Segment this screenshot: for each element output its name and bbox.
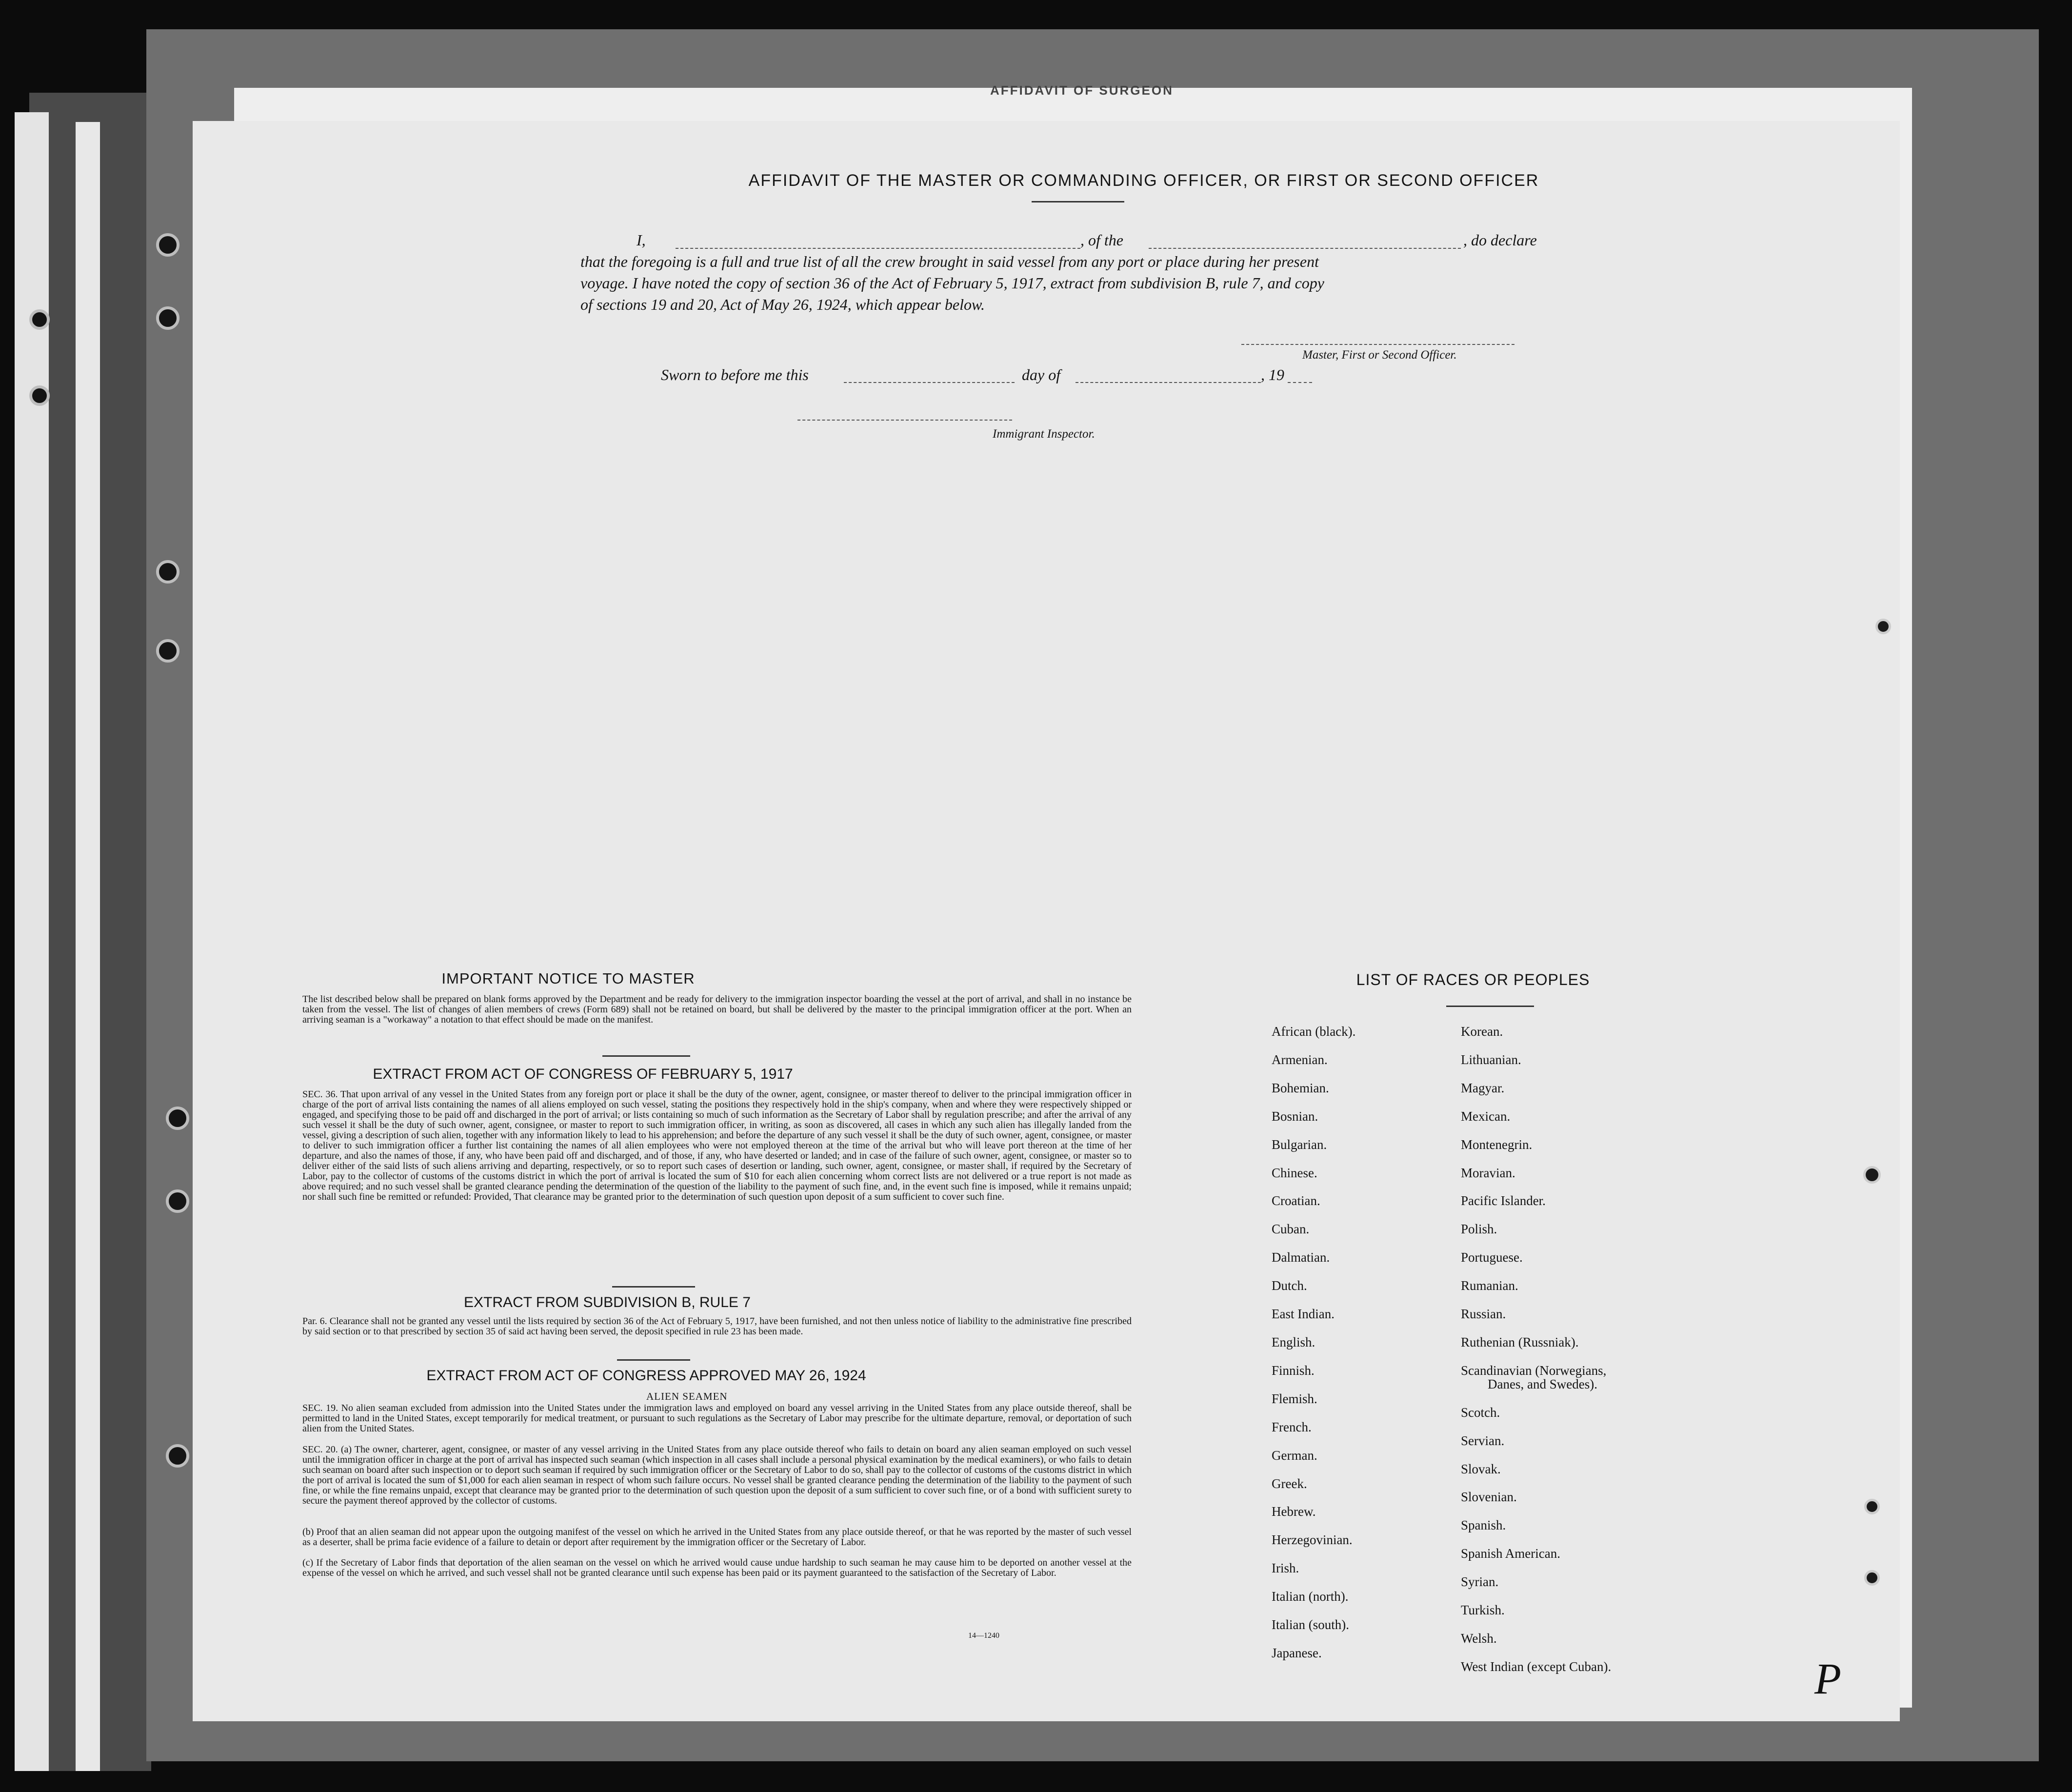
binder-hole <box>29 309 50 330</box>
binder-hole <box>166 1444 189 1468</box>
affidavit-title: AFFIDAVIT OF THE MASTER OR COMMANDING OFFICER, OR FIRST OR SECOND OFFICER <box>748 171 1539 190</box>
extract-1924-title: EXTRACT FROM ACT OF CONGRESS APPROVED MAY 26, 1924 <box>426 1368 866 1384</box>
race-item: Flemish. <box>1272 1391 1317 1406</box>
race-item: Russian. <box>1461 1307 1506 1322</box>
sworn-end: , 19 <box>1261 366 1284 383</box>
rule7-divider <box>617 1359 690 1361</box>
races-left-column <box>1272 1018 1355 1668</box>
race-item: Portuguese. <box>1461 1250 1523 1265</box>
sworn-start: Sworn to before me this <box>661 366 809 383</box>
edge-mark <box>1864 1499 1880 1514</box>
sworn-month-blank[interactable] <box>1076 382 1261 383</box>
race-item: Dutch. <box>1272 1278 1307 1293</box>
form-number: 14—1240 <box>968 1631 999 1640</box>
race-item: Bulgarian. <box>1272 1137 1327 1152</box>
race-item: Chinese. <box>1272 1165 1317 1180</box>
race-item: Hebrew. <box>1272 1504 1316 1519</box>
affidavit-line4: of sections 19 and 20, Act of May 26, 1924, which appear below. <box>580 296 985 313</box>
race-item: Armenian. <box>1272 1052 1328 1067</box>
race-item: Pacific Islander. <box>1461 1193 1546 1208</box>
race-item: West Indian (except Cuban). <box>1461 1659 1612 1674</box>
extract-1917-body: SEC. 36. That upon arrival of any vessel in the United States from any foreign port or place it shall be the duty of the owner, agent, consignee, or master thereof to deliver to the principal immigration officer in charge of the port of arrival lists containing the names of all aliens employed on such vessel, stating the positions they respectively hold in the ship's company, when and where they were respectively shipped or engaged, and specifying those to be paid off and discharged in the port of arrival; or lists containing so much of such information as the Secretary of Labor shall by regulation prescribe; and after the arrival of any such vessel it shall be the duty of such owner, agent, consignee, or master to report to such immigration officer, in writing, as soon as discovered, all cases in which any such alien has illegally landed from the vessel, giving a description of such alien, together with any information likely to lead to his apprehension; and before the departure of any such vessel it shall be the duty of such owner, agent, consignee, or master to deliver to such immigration officer a further list containing the names of all alien employees who were not employed thereon at the time of the arrival but who will leave port thereon at the time of her departure, and also the names of those, if any, who have been paid off and discharged, and of those, if any, who have deserted or landed; and in case of the failure of such owner, agent, consignee, or master so to deliver either of the said lists of such aliens arriving and departing, respectively, or so to report such cases of desertion or landing, such owner, agent, consignee, or master shall, if required by the Secretary of Labor, pay to the collector of customs of the customs district in which the port of arrival is located the sum of $10 for each alien concerning whom correct lists are not delivered or a true report is not made as above required; and no such vessel shall be granted clearance pending the determination of the question of the liability to the payment of such fine, and, in the event such fine is imposed, while it remains unpaid; nor shall such fine be remitted or refunded: Provided, That clearance may be granted prior to the determination of such question upon deposit of a sum sufficient to cover such fine. <box>302 1089 1132 1202</box>
race-item: Korean. <box>1461 1024 1503 1039</box>
race-item: Dalmatian. <box>1272 1250 1330 1265</box>
race-item: Servian. <box>1461 1433 1505 1448</box>
sworn-day-blank[interactable] <box>844 382 1015 383</box>
race-item: Cuban. <box>1272 1222 1310 1237</box>
extract-1924-sec20c: (c) If the Secretary of Labor finds that deportation of the alien seaman on the vessel on which he arrived would cause undue hardship to such seaman he may cause him to be deported on another vessel at the expense of the vessel on which he arrived, and such vessel shall not be granted clearance until such expense has been paid or its payment guaranteed to the satisfaction of the Secretary of Labor. <box>302 1557 1132 1578</box>
affidavit-line1-start: I, <box>637 231 646 249</box>
inspector-signature-line[interactable] <box>797 420 1012 421</box>
underlying-header: AFFIDAVIT OF SURGEON <box>990 83 1174 98</box>
document-page <box>193 121 1900 1721</box>
master-signature-label: Master, First or Second Officer. <box>1302 348 1457 362</box>
race-item: Danes, and Swedes). <box>1488 1376 1597 1391</box>
binder-strip <box>15 112 49 1771</box>
race-item: Finnish. <box>1272 1363 1315 1378</box>
extract-1924-sec20a: SEC. 20. (a) The owner, charterer, agent, consignee, or master of any vessel arriving in the United States from any place outside thereof who fails to detain on board any alien seaman employed on such vessel until the immigration officer in charge at the port of arrival has inspected such seaman (which inspection in all cases shall include a personal physical examination by the medical examiners), or who fails to detain such seaman on board after such inspection or to deport such seaman if required by such immigration officer or the Secretary of Labor to do so, shall pay to the collector of customs of the customs district in which the port of arrival is located the sum of $1,000 for each alien seaman in respect of whom such failure occurs. No vessel shall be granted clearance pending the determination of the liability to the payment of such fine, or while the fine remains unpaid, except that clearance may be granted prior to the determination of such question upon the deposit of a sum sufficient to cover such fine, or of a bond with sufficient surety to secure the payment thereof approved by the collector of customs. <box>302 1444 1132 1506</box>
race-item: German. <box>1272 1448 1317 1463</box>
extract-1924-sec19: SEC. 19. No alien seaman excluded from admission into the United States under the immigration laws and employed on board any vessel arriving in the United States from any place outside thereof, shall be permitted to land in the United States, except temporarily for medical treatment, or pursuant to such regulations as the Secretary of Labor may prescribe for the ultimate departure, removal, or deportation of such alien from the United States. <box>302 1403 1132 1434</box>
binder-hole <box>156 560 179 584</box>
affidavit-line3: voyage. I have noted the copy of section 36 of the Act of February 5, 1917, extract from subdivision B, rule 7, and copy <box>580 274 1324 292</box>
race-item: East Indian. <box>1272 1307 1335 1322</box>
race-item: Italian (south). <box>1272 1617 1349 1632</box>
notice-title: IMPORTANT NOTICE TO MASTER <box>441 970 695 987</box>
race-item: Ruthenian (Russniak). <box>1461 1334 1579 1349</box>
race-item: Irish. <box>1272 1561 1299 1576</box>
binder-edge <box>29 93 151 1771</box>
binder-hole <box>156 233 179 257</box>
race-item: Slovenian. <box>1461 1490 1517 1505</box>
race-item: Scandinavian (Norwegians, <box>1461 1363 1607 1378</box>
races-right-column <box>1461 1018 1611 1681</box>
race-item: French. <box>1272 1419 1312 1434</box>
binder-hole <box>156 639 179 663</box>
binder-hole <box>166 1189 189 1213</box>
binder-hole <box>29 385 50 406</box>
race-item: Syrian. <box>1461 1574 1499 1590</box>
extract-1917-title: EXTRACT FROM ACT OF CONGRESS OF FEBRUARY 5, 1917 <box>373 1066 793 1082</box>
race-item: Montenegrin. <box>1461 1137 1533 1152</box>
extract-1924-subtitle: ALIEN SEAMEN <box>646 1390 728 1402</box>
inspector-label: Immigrant Inspector. <box>993 427 1095 441</box>
race-item: Rumanian. <box>1461 1278 1518 1293</box>
race-item: African (black). <box>1272 1024 1356 1039</box>
vessel-blank[interactable] <box>1149 248 1461 249</box>
race-item: Scotch. <box>1461 1405 1500 1420</box>
races-title: LIST OF RACES OR PEOPLES <box>1356 971 1590 988</box>
binder-hole <box>166 1107 189 1130</box>
name-blank[interactable] <box>676 248 1080 249</box>
race-item: Italian (north). <box>1272 1589 1349 1604</box>
sworn-middle: day of <box>1022 366 1061 383</box>
race-item: Slovak. <box>1461 1461 1501 1476</box>
affidavit-line1-end: , do declare <box>1463 231 1537 249</box>
race-item: Magyar. <box>1461 1080 1505 1095</box>
rule7-body: Par. 6. Clearance shall not be granted any vessel until the lists required by section 36 of the Act of February 5, 1917, have been furnished, and not then unless notice of liability to the administrative fine prescribed by said section or to that prescribed by section 35 of said act having been served, the deposit specified in rule 23 has been made. <box>302 1316 1132 1337</box>
sworn-year-blank[interactable] <box>1288 382 1312 383</box>
edge-mark <box>1875 619 1891 634</box>
edge-mark <box>1863 1166 1881 1184</box>
race-item: Herzegovinian. <box>1272 1532 1353 1548</box>
race-item: Bosnian. <box>1272 1108 1318 1124</box>
rule7-title: EXTRACT FROM SUBDIVISION B, RULE 7 <box>464 1294 751 1310</box>
edge-mark <box>1864 1570 1880 1586</box>
race-item: Japanese. <box>1272 1645 1322 1660</box>
extract-1924-sec20b: (b) Proof that an alien seaman did not appear upon the outgoing manifest of the vessel on which he arrived in the United States from any place outside thereof, or that he was reported by the master of such vessel as a deserter, shall be prima facie evidence of a failure to detain or deport after requirement by the immigration officer or the Secretary of Labor. <box>302 1527 1132 1548</box>
race-item: Turkish. <box>1461 1603 1505 1618</box>
binder-hole <box>156 306 179 330</box>
races-divider <box>1446 1006 1534 1007</box>
race-item: Mexican. <box>1461 1108 1511 1124</box>
race-item: English. <box>1272 1334 1315 1349</box>
notice-body: The list described below shall be prepared on blank forms approved by the Department and be ready for delivery to the immigration inspector boarding the vessel at the port of arrival, and shall in no instance be taken from the vessel. The list of changes of alien members of crews (Form 689) shall not be retained on board, but shall be delivered by the master to the principal immigration officer at the port. When an arriving seaman is a "workaway" a notation to that effect should be made on the manifest. <box>302 994 1132 1025</box>
master-signature-line[interactable] <box>1241 344 1514 345</box>
binder-strip <box>76 122 100 1771</box>
race-item: Lithuanian. <box>1461 1052 1521 1067</box>
race-item: Greek. <box>1272 1476 1307 1491</box>
handwritten-mark: P <box>1814 1655 1841 1703</box>
race-item: Moravian. <box>1461 1165 1515 1180</box>
race-item: Welsh. <box>1461 1631 1497 1646</box>
title-divider <box>1032 201 1124 202</box>
race-item: Spanish American. <box>1461 1546 1560 1561</box>
affidavit-line2: that the foregoing is a full and true list of all the crew brought in said vessel from any port or place during her present <box>580 253 1319 270</box>
race-item: Polish. <box>1461 1222 1497 1237</box>
race-item: Spanish. <box>1461 1518 1506 1533</box>
affidavit-line1-middle: , of the <box>1080 231 1123 249</box>
race-item: Croatian. <box>1272 1193 1320 1208</box>
extract-1917-divider <box>612 1286 695 1288</box>
race-item: Bohemian. <box>1272 1080 1329 1095</box>
notice-divider <box>602 1055 690 1057</box>
